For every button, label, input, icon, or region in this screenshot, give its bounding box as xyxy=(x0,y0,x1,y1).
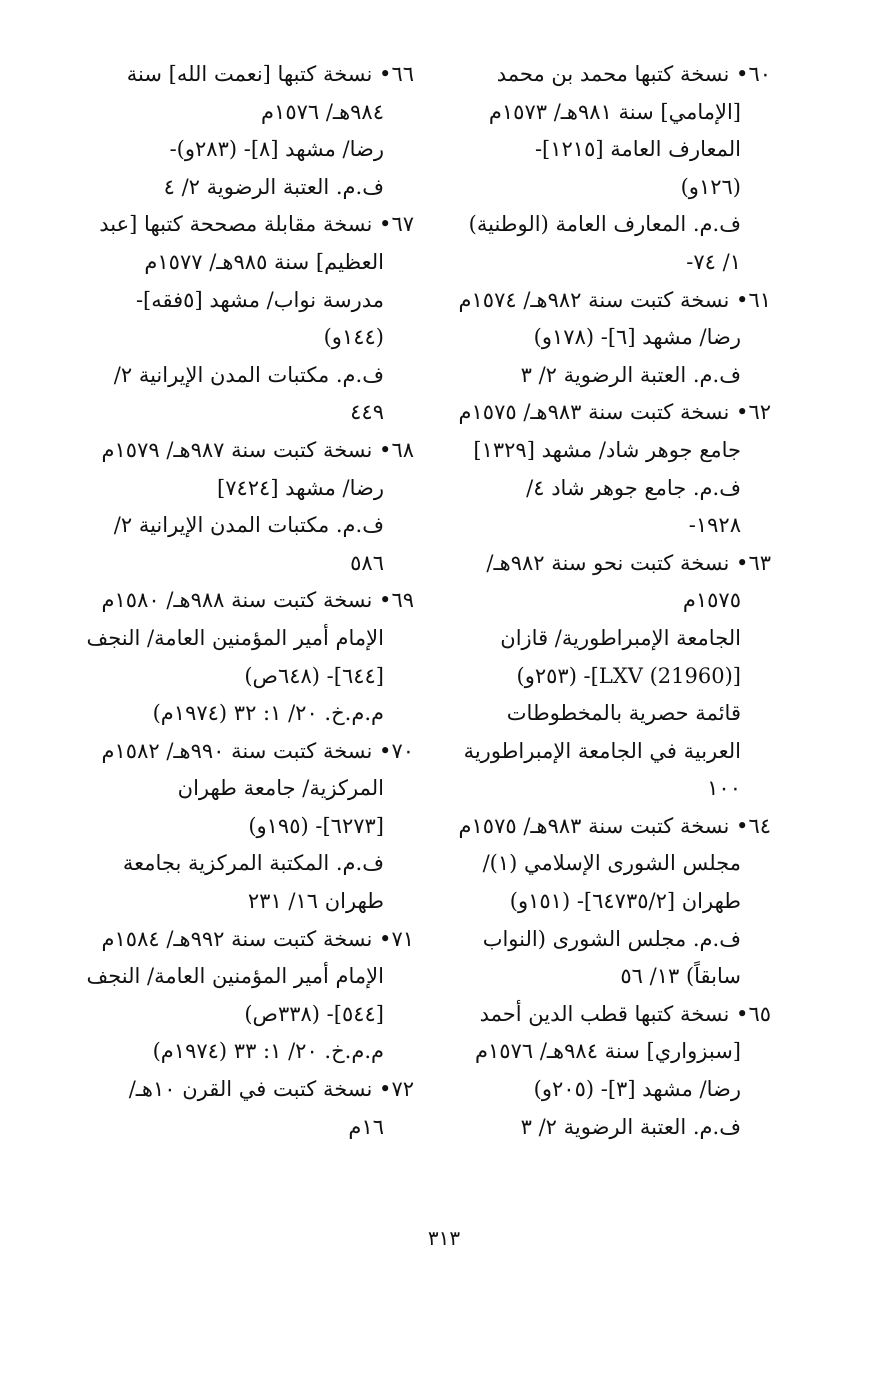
catalog-entry xyxy=(82,206,414,432)
entry-detail-line: ١٩٢٨- xyxy=(688,513,741,538)
catalog-entry xyxy=(82,733,414,921)
catalog-entry xyxy=(82,432,414,582)
entry-detail-line: المعارف العامة [١٢١٥]- xyxy=(534,137,741,162)
entry-detail-line: ف.م. المعارف العامة (الوطنية) xyxy=(468,212,741,237)
page-number: ٣١٣ xyxy=(427,1226,461,1250)
left-column xyxy=(82,56,414,1146)
catalog-entry xyxy=(458,282,771,395)
entry-detail-line: الإمام أمير المؤمنين العامة/ النجف xyxy=(86,625,384,650)
entry-heading-line: ٦٨• نسخة كتبت سنة ٩٨٧هـ/ ١٥٧٩م xyxy=(101,437,414,462)
entry-detail-line: رضا/ مشهد [٣]- (٢٠٥و) xyxy=(533,1077,741,1102)
entry-detail-line: ٥٨٦ xyxy=(350,550,384,575)
entry-detail-line: رضا/ مشهد [٨]- (٢٨٣و)- xyxy=(169,137,384,162)
entry-detail-line: ف.م. مكتبات المدن الإيرانية ٢/ xyxy=(113,362,384,387)
entry-detail-line: طهران ١٦/ ٢٣١ xyxy=(247,889,384,914)
entry-heading-line: ٧٢• نسخة كتبت في القرن ١٠هـ/ xyxy=(128,1077,414,1102)
entry-detail-line: (١٤٤و) xyxy=(323,325,384,350)
entry-detail-line: العربية في الجامعة الإمبراطورية xyxy=(463,738,741,763)
entry-detail-line: ف.م. مجلس الشورى (النواب xyxy=(482,926,741,951)
entry-detail-line: ف.م. العتبة الرضوية ٢/ ٣ xyxy=(520,1114,741,1139)
catalog-entry xyxy=(466,996,771,1146)
entry-heading-line: ٦١• نسخة كتبت سنة ٩٨٢هـ/ ١٥٧٤م xyxy=(458,287,771,312)
entry-heading-line: ٦٠• نسخة كتبها محمد بن محمد xyxy=(496,62,771,86)
catalog-entry xyxy=(82,582,414,732)
entry-detail-line: ف.م. جامع جوهر شاد ٤/ xyxy=(526,475,741,500)
entry-detail-line: م.م.خ. ٢٠/ ١: ٣٣ (١٩٧٤م) xyxy=(152,1039,384,1064)
entry-detail-line: جامع جوهر شاد/ مشهد [١٣٢٩] xyxy=(473,437,741,462)
right-column xyxy=(458,56,771,1146)
entry-detail-line: مدرسة نواب/ مشهد [٥فقه]- xyxy=(135,287,384,312)
entry-detail-line: العظيم] سنة ٩٨٥هـ/ ١٥٧٧م xyxy=(144,249,384,274)
entry-detail-line: م.م.خ. ٢٠/ ١: ٣٢ (١٩٧٤م) xyxy=(152,701,384,726)
catalog-entry xyxy=(82,921,414,1071)
catalog-entry xyxy=(458,394,771,544)
catalog-entry xyxy=(463,545,771,808)
entry-detail-line: ١٠٠ xyxy=(707,776,741,801)
entry-detail-line: ف.م. مكتبات المدن الإيرانية ٢/ xyxy=(113,513,384,538)
entry-detail-line: ٩٨٤هـ/ ١٥٧٦م xyxy=(261,99,384,124)
entry-detail-line: ف.م. العتبة الرضوية ٢/ ٣ xyxy=(520,362,741,387)
entry-detail-line: ٤٤٩ xyxy=(350,400,384,425)
entry-detail-line: رضا/ مشهد [٧٤٢٤] xyxy=(216,475,384,500)
entry-heading-line: ٦٤• نسخة كتبت سنة ٩٨٣هـ/ ١٥٧٥م xyxy=(458,813,771,838)
entry-detail-line: [٦٤٤]- (٦٤٨ص) xyxy=(244,663,384,688)
entry-detail-line: مجلس الشورى الإسلامي (١)/ xyxy=(482,851,741,876)
entry-detail-line: رضا/ مشهد [٦]- (١٧٨و) xyxy=(533,325,741,350)
catalog-entry xyxy=(466,56,771,282)
entry-detail-line: الإمام أمير المؤمنين العامة/ النجف xyxy=(86,964,384,989)
entry-heading-line: ٧٠• نسخة كتبت سنة ٩٩٠هـ/ ١٥٨٢م xyxy=(101,738,414,763)
catalog-entry xyxy=(458,808,771,996)
entry-detail-line: [٥٤٤]- (٣٣٨ص) xyxy=(244,1001,384,1026)
entry-detail-line: ف.م. المكتبة المركزية بجامعة xyxy=(122,851,384,876)
entry-heading-line: ٦٦• نسخة كتبها [نعمت الله] سنة xyxy=(126,62,414,86)
entry-heading-line: ٦٣• نسخة كتبت نحو سنة ٩٨٢هـ/ xyxy=(486,550,771,575)
entry-detail-line: [LXV (21960)]- (٢٥٣و) xyxy=(516,663,741,688)
entry-detail-line: ف.م. العتبة الرضوية ٢/ ٤ xyxy=(163,174,384,199)
entry-heading-line: ٧١• نسخة كتبت سنة ٩٩٢هـ/ ١٥٨٤م xyxy=(101,926,414,951)
entry-detail-line: (١٢٦و) xyxy=(680,174,741,199)
entry-detail-line: الجامعة الإمبراطورية/ قازان xyxy=(500,625,741,650)
entry-heading-line: ٦٧• نسخة مقابلة مصححة كتبها [عبد xyxy=(99,212,414,237)
entry-detail-line: [٦٢٧٣]- (١٩٥و) xyxy=(248,813,384,838)
entry-detail-line: [الإمامي] سنة ٩٨١هـ/ ١٥٧٣م xyxy=(488,99,741,124)
entry-detail-line: سابقاً) ١٣/ ٥٦ xyxy=(620,964,741,989)
entry-detail-line: ١٥٧٥م xyxy=(682,588,741,613)
entry-detail-line: ١/ ٧٤- xyxy=(686,249,741,274)
entry-detail-line: قائمة حصرية بالمخطوطات xyxy=(506,701,741,726)
entry-heading-line: ٦٥• نسخة كتبها قطب الدين أحمد xyxy=(479,1001,771,1026)
entry-detail-line: [سبزواري] سنة ٩٨٤هـ/ ١٥٧٦م xyxy=(475,1039,741,1064)
entry-detail-line: ١٦م xyxy=(348,1114,384,1139)
entry-heading-line: ٦٢• نسخة كتبت سنة ٩٨٣هـ/ ١٥٧٥م xyxy=(458,400,771,425)
catalog-entry xyxy=(82,1071,414,1146)
entry-heading-line: ٦٩• نسخة كتبت سنة ٩٨٨هـ/ ١٥٨٠م xyxy=(101,588,414,613)
entry-detail-line: المركزية/ جامعة طهران xyxy=(177,776,384,801)
entry-detail-line: طهران [٦٤٧٣٥/٢]- (١٥١و) xyxy=(509,889,741,914)
catalog-entry xyxy=(82,56,414,206)
